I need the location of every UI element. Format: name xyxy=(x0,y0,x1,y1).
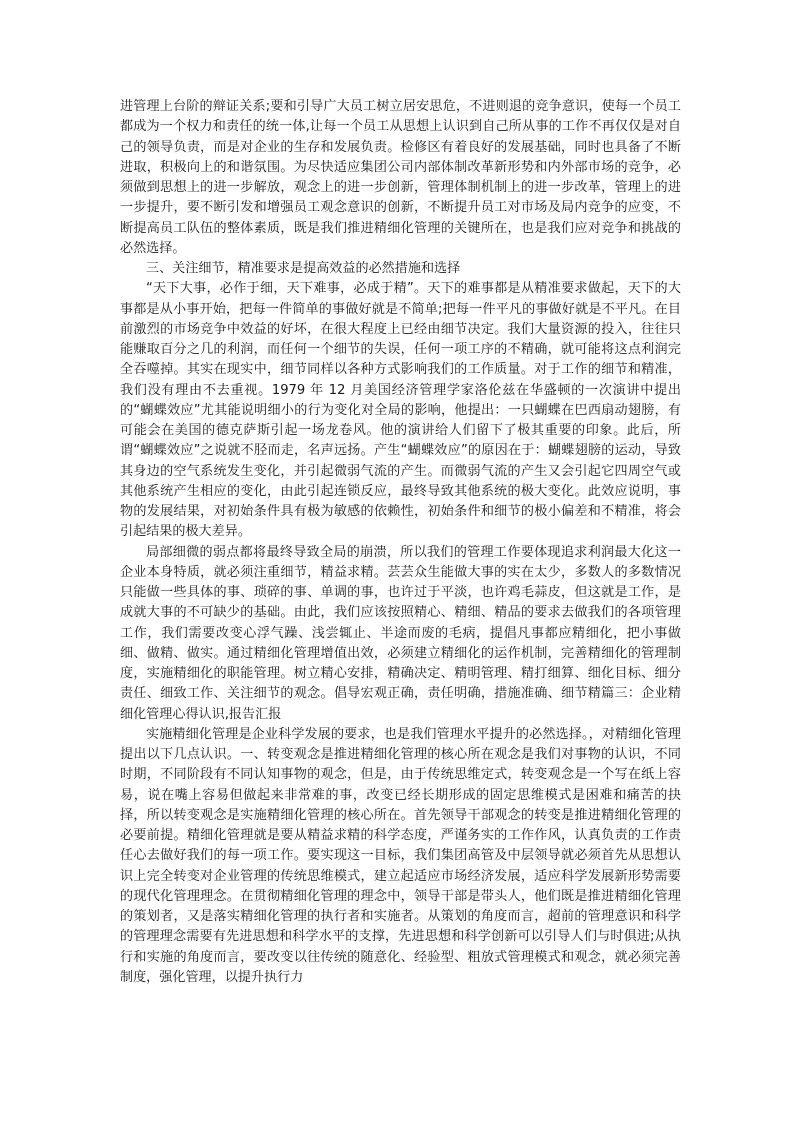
paragraph-implementation: 实施精细化管理是企业科学发展的要求，也是我们管理水平提升的必然选择。，对精细化管理提出以下几点认识。一、转变观念是推进精细化管理的核心所在观念是我们对事物的认识，不同时期，不同阶段有不同认知事物的观念，但是，由于传统思维定式，转变观念是一个写在纸上容易，说在嘴上容易但做起来非常难的事，改变已经长期形成的固定思维模式是困难和痛苦的抉择，所以转变观念是实施精细化管理的核心所在。首先领导干部观念的转变是推进精细化管理的必要前提。精细化管理就是要从精益求精的科学态度，严谨务实的工作作风，认真负责的工作责任心去做好我们的每一项工作。要实现这一目标，我们集团高管及中层领导就必须首先从思想认识上完全转变对企业管理的传统思维模式，建立起适应市场经济发展，适应科学发展新形势需要的现代化管理理念。在贯彻精细化管理的理念中，领导干部是带头人，他们既是推进精细化管理的策划者，又是落实精细化管理的执行者和实施者。从策划的角度而言，超前的管理意识和科学的管理理念需要有先进思想和科学水平的支撑，先进思想和科学创新可以引导人们与时俱进;从执行和实施的角度而言，要改变以往传统的随意化、经验型、粗放式管理模式和观念，就必须完善制度，强化管理，以提升执行力 xyxy=(120,726,681,985)
paragraph-butterfly-effect: “天下大事，必作于细，天下难事，必成于精”。天下的难事都是从精准要求做起，天下的大事都是从小事开始，把每一件简单的事做好就是不简单;把每一件平凡的事做好就是不平凡。在目前激烈的市场竞争中效益的好坏，在很大程度上已经由细节决定。我们大量资源的投入，往往只能赚取百分之几的利润，而任何一个细节的失误，任何一项工序的不精确，就可能将这点利润完全吞噬掉。其实在现实中，细节同样以各种方式影响我们的工作质量。对于工作的细节和精准，我们没有理由不去重视。1979 年 12 月美国经济管理学家洛伦兹在华盛顿的一次演讲中提出的“蝴蝶效应”尤其能说明细小的行为变化对全局的影响，他提出：一只蝴蝶在巴西扇动翅膀，有可能会在美国的德克萨斯引起一场龙卷风。他的演讲给人们留下了极其重要的印象。此后，所谓“蝴蝶效应”之说就不胫而走，名声远扬。产生“蝴蝶效应”的原因在于：蝴蝶翅膀的运动，导致其身边的空气系统发生变化，并引起微弱气流的产生。而微弱气流的产生又会引起它四周空气或其他系统产生相应的变化，由此引起连锁反应，最终导致其他系统的极大变化。此效应说明，事物的发展结果，对初始条件具有极为敏感的依赖性，初始条件和细节的极小偏差和不精准，将会引起结果的极大差异。 xyxy=(120,281,681,540)
section-heading-details: 三、关注细节，精准要求是提高效益的必然措施和选择 xyxy=(146,261,461,276)
paragraph-intro-continuation: 进管理上台阶的辩证关系;要和引导广大员工树立居安思危，不进则退的竞争意识，使每一个员工都成为一个权力和责任的统一体,让每一个员工从思想上认识到自己所从事的工作不再仅仅是对自己的领导负责，而是对企业的生存和发展负责。检修区有着良好的发展基础，同时也具备了不断进取，积极向上的和谐氛围。为尽快适应集团公司内部体制改革新形势和内外部市场的竞争，必须做到思想上的进一步解放，观念上的进一步创新，管理体制机制上的进一步改革，管理上的进一步提升，要不断引发和增强员工观念意识的创新，不断提升员工对市场及局内竞争的应变，不断提高员工队伍的整体素质，既是我们推进精细化管理的关键所在，也是我们应对竞争和挑战的必然选择。 xyxy=(120,99,681,256)
paragraph-details-matter: 局部细微的弱点都将最终导致全局的崩溃，所以我们的管理工作要体现追求利润最大化这一企业本身特质，就必须注重细节，精益求精。芸芸众生能做大事的实在太少，多数人的多数情况只能做一些具体的事、琐碎的事、单调的事，也许过于平淡，也许鸡毛蒜皮，但这就是工作，是成就大事的不可缺少的基础。由此，我们应该按照精心、精细、精品的要求去做我们的各项管理工作，我们需要改变心浮气躁、浅尝辄止、半途而废的毛病，提倡凡事都应精细化，把小事做细、做精、做实。通过精细化管理增值出效，必须建立精细化的运作机制，完善精细化的管理制度，实施精细化的职能管理。树立精心安排，精确决定、精明管理、精打细算、细化目标、细分责任、细致工作、关注细节的观念。倡导宏观正确，责任明确，措施准确、细节精篇三：企业精细化管理心得认识,报告汇报 xyxy=(120,544,681,722)
document-page xyxy=(120,97,681,1057)
